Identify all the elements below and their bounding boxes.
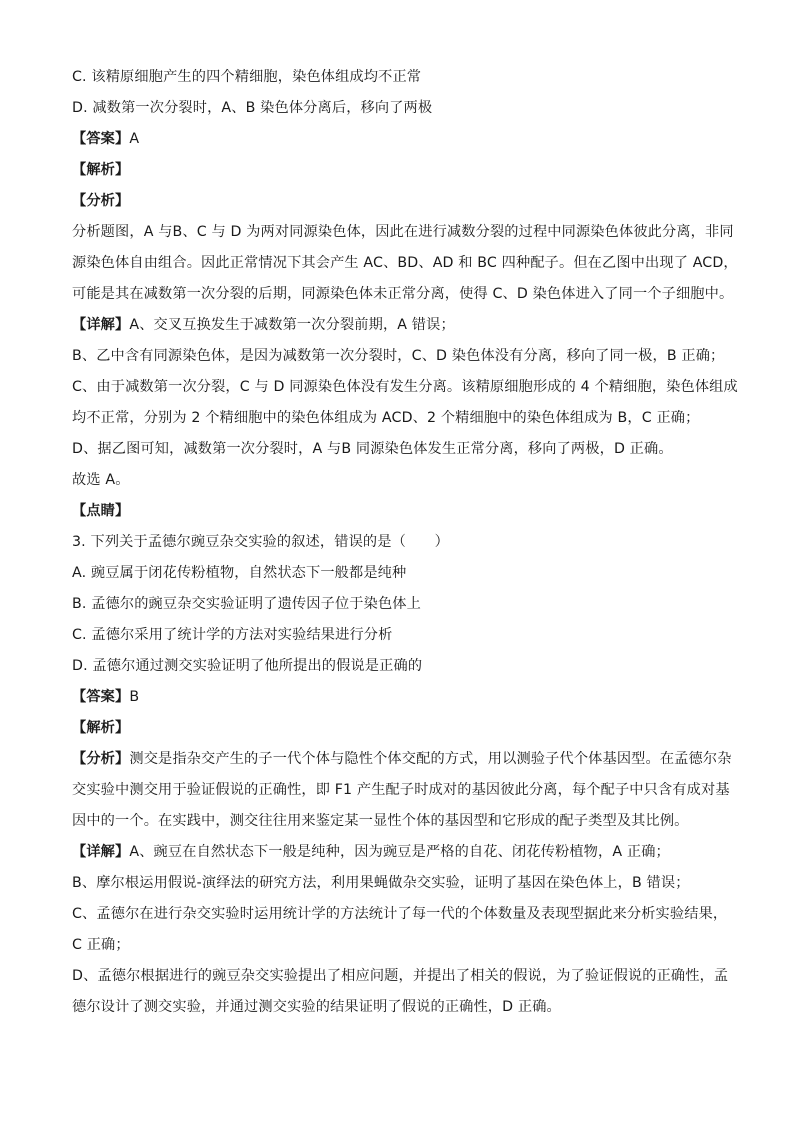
q2-xiangjie-line: D、据乙图可知，减数第一次分裂时，A 与B 同源染色体发生正常分离，移向了两极，D 正确。	[72, 441, 673, 457]
q2-conclusion: 故选 A。	[72, 472, 130, 488]
q2-xiangjie-line: C、由于减数第一次分裂，C 与 D 同源染色体没有发生分离。该精原细胞形成的 4 个精细胞，染色体组成	[72, 379, 738, 395]
q2-xiangjie-line: 均不正常，分别为 2 个精细胞中的染色体组成为 ACD、2 个精细胞中的染色体组成为 B，C 正确；	[72, 410, 700, 426]
q2-fenxi-heading	[72, 191, 724, 211]
xiangjie-tag: 【详解】	[72, 317, 130, 333]
q2-fenxi-line: 源染色体自由组合。因此正常情况下其会产生 AC、BD、AD 和 BC 四种配子。但在乙图中出现了 ACD，	[72, 255, 738, 271]
fenxi-tag: 【分析】	[72, 751, 130, 767]
q3-jiexi-heading	[72, 718, 724, 738]
q3-xiangjie-line	[72, 842, 724, 862]
q3-xiangjie-line: C、孟德尔在进行杂交实验时运用统计学的方法统计了每一代的个体数量及表现型据此来分析实验结果，	[72, 906, 728, 922]
answer-tag: 【答案】	[72, 131, 130, 147]
q3-answer-line	[72, 687, 724, 707]
xiangjie-text: A、交叉互换发生于减数第一次分裂前期，A 错误；	[129, 317, 455, 333]
q3-fenxi-line	[72, 749, 732, 769]
dianjing-tag: 【点睛】	[72, 503, 130, 519]
q3-stem: 3. 下列关于孟德尔豌豆杂交实验的叙述，错误的是（ ）	[72, 534, 449, 550]
q3-xiangjie-line: D、孟德尔根据进行的豌豆杂交实验提出了相应问题，并提出了相关的假说，为了验证假说的正确性，孟	[72, 968, 729, 984]
q3-option-b: B. 孟德尔的豌豆杂交实验证明了遗传因子位于染色体上	[72, 596, 421, 612]
answer-value: A	[129, 131, 140, 147]
q2-dianjing-heading	[72, 501, 724, 521]
q3-xiangjie-line: 德尔设计了测交实验，并通过测交实验的结果证明了假说的正确性，D 正确。	[72, 999, 561, 1015]
q2-jiexi-heading	[72, 160, 724, 180]
q3-fenxi-line: 交实验中测交用于验证假说的正确性，即 F1 产生配子时成对的基因彼此分离，每个配子中只含有成对基	[72, 782, 730, 798]
analysis-tag: 【解析】	[72, 162, 130, 178]
q2-xiangjie-line: B、乙中含有同源染色体，是因为减数第一次分裂时，C、D 染色体没有分离，移向了同一极，B 正确；	[72, 348, 725, 364]
xiangjie-tag: 【详解】	[72, 844, 130, 860]
q2-option-c: C. 该精原细胞产生的四个精细胞，染色体组成均不正常	[72, 69, 422, 85]
q2-answer-line	[72, 129, 724, 149]
q3-xiangjie-line: C 正确；	[72, 937, 130, 953]
fenxi-text: 测交是指杂交产生的子一代个体与隐性个体交配的方式，用以测验子代个体基因型。在孟德尔杂	[129, 751, 732, 767]
q3-option-a: A. 豌豆属于闭花传粉植物，自然状态下一般都是纯种	[72, 565, 407, 581]
xiangjie-text: A、豌豆在自然状态下一般是纯种，因为豌豆是严格的自花、闭花传粉植物，A 正确；	[129, 844, 670, 860]
q3-option-c: C. 孟德尔采用了统计学的方法对实验结果进行分析	[72, 627, 393, 643]
q2-xiangjie-line	[72, 315, 724, 335]
q3-option-d: D. 孟德尔通过测交实验证明了他所提出的假说是正确的	[72, 658, 423, 674]
fenxi-tag: 【分析】	[72, 193, 130, 209]
q2-fenxi-line: 分析题图，A 与B、C 与 D 为两对同源染色体，因此在进行减数分裂的过程中同源染色体彼此分离，非同	[72, 224, 734, 240]
analysis-tag: 【解析】	[72, 720, 130, 736]
q3-fenxi-line: 因中的一个。在实践中，测交往往用来鉴定某一显性个体的基因型和它形成的配子类型及其比例。	[72, 813, 689, 829]
q2-fenxi-line: 可能是其在减数第一次分裂的后期，同源染色体未正常分离，使得 C、D 染色体进入了同一个子细胞中。	[72, 286, 734, 302]
answer-tag: 【答案】	[72, 689, 130, 705]
q2-option-d: D. 减数第一次分裂时，A、B 染色体分离后，移向了两极	[72, 100, 433, 116]
q3-xiangjie-line: B、摩尔根运用假说-演绎法的研究方法，利用果蝇做杂交实验，证明了基因在染色体上，B 错误；	[72, 875, 690, 891]
answer-value: B	[129, 689, 140, 705]
